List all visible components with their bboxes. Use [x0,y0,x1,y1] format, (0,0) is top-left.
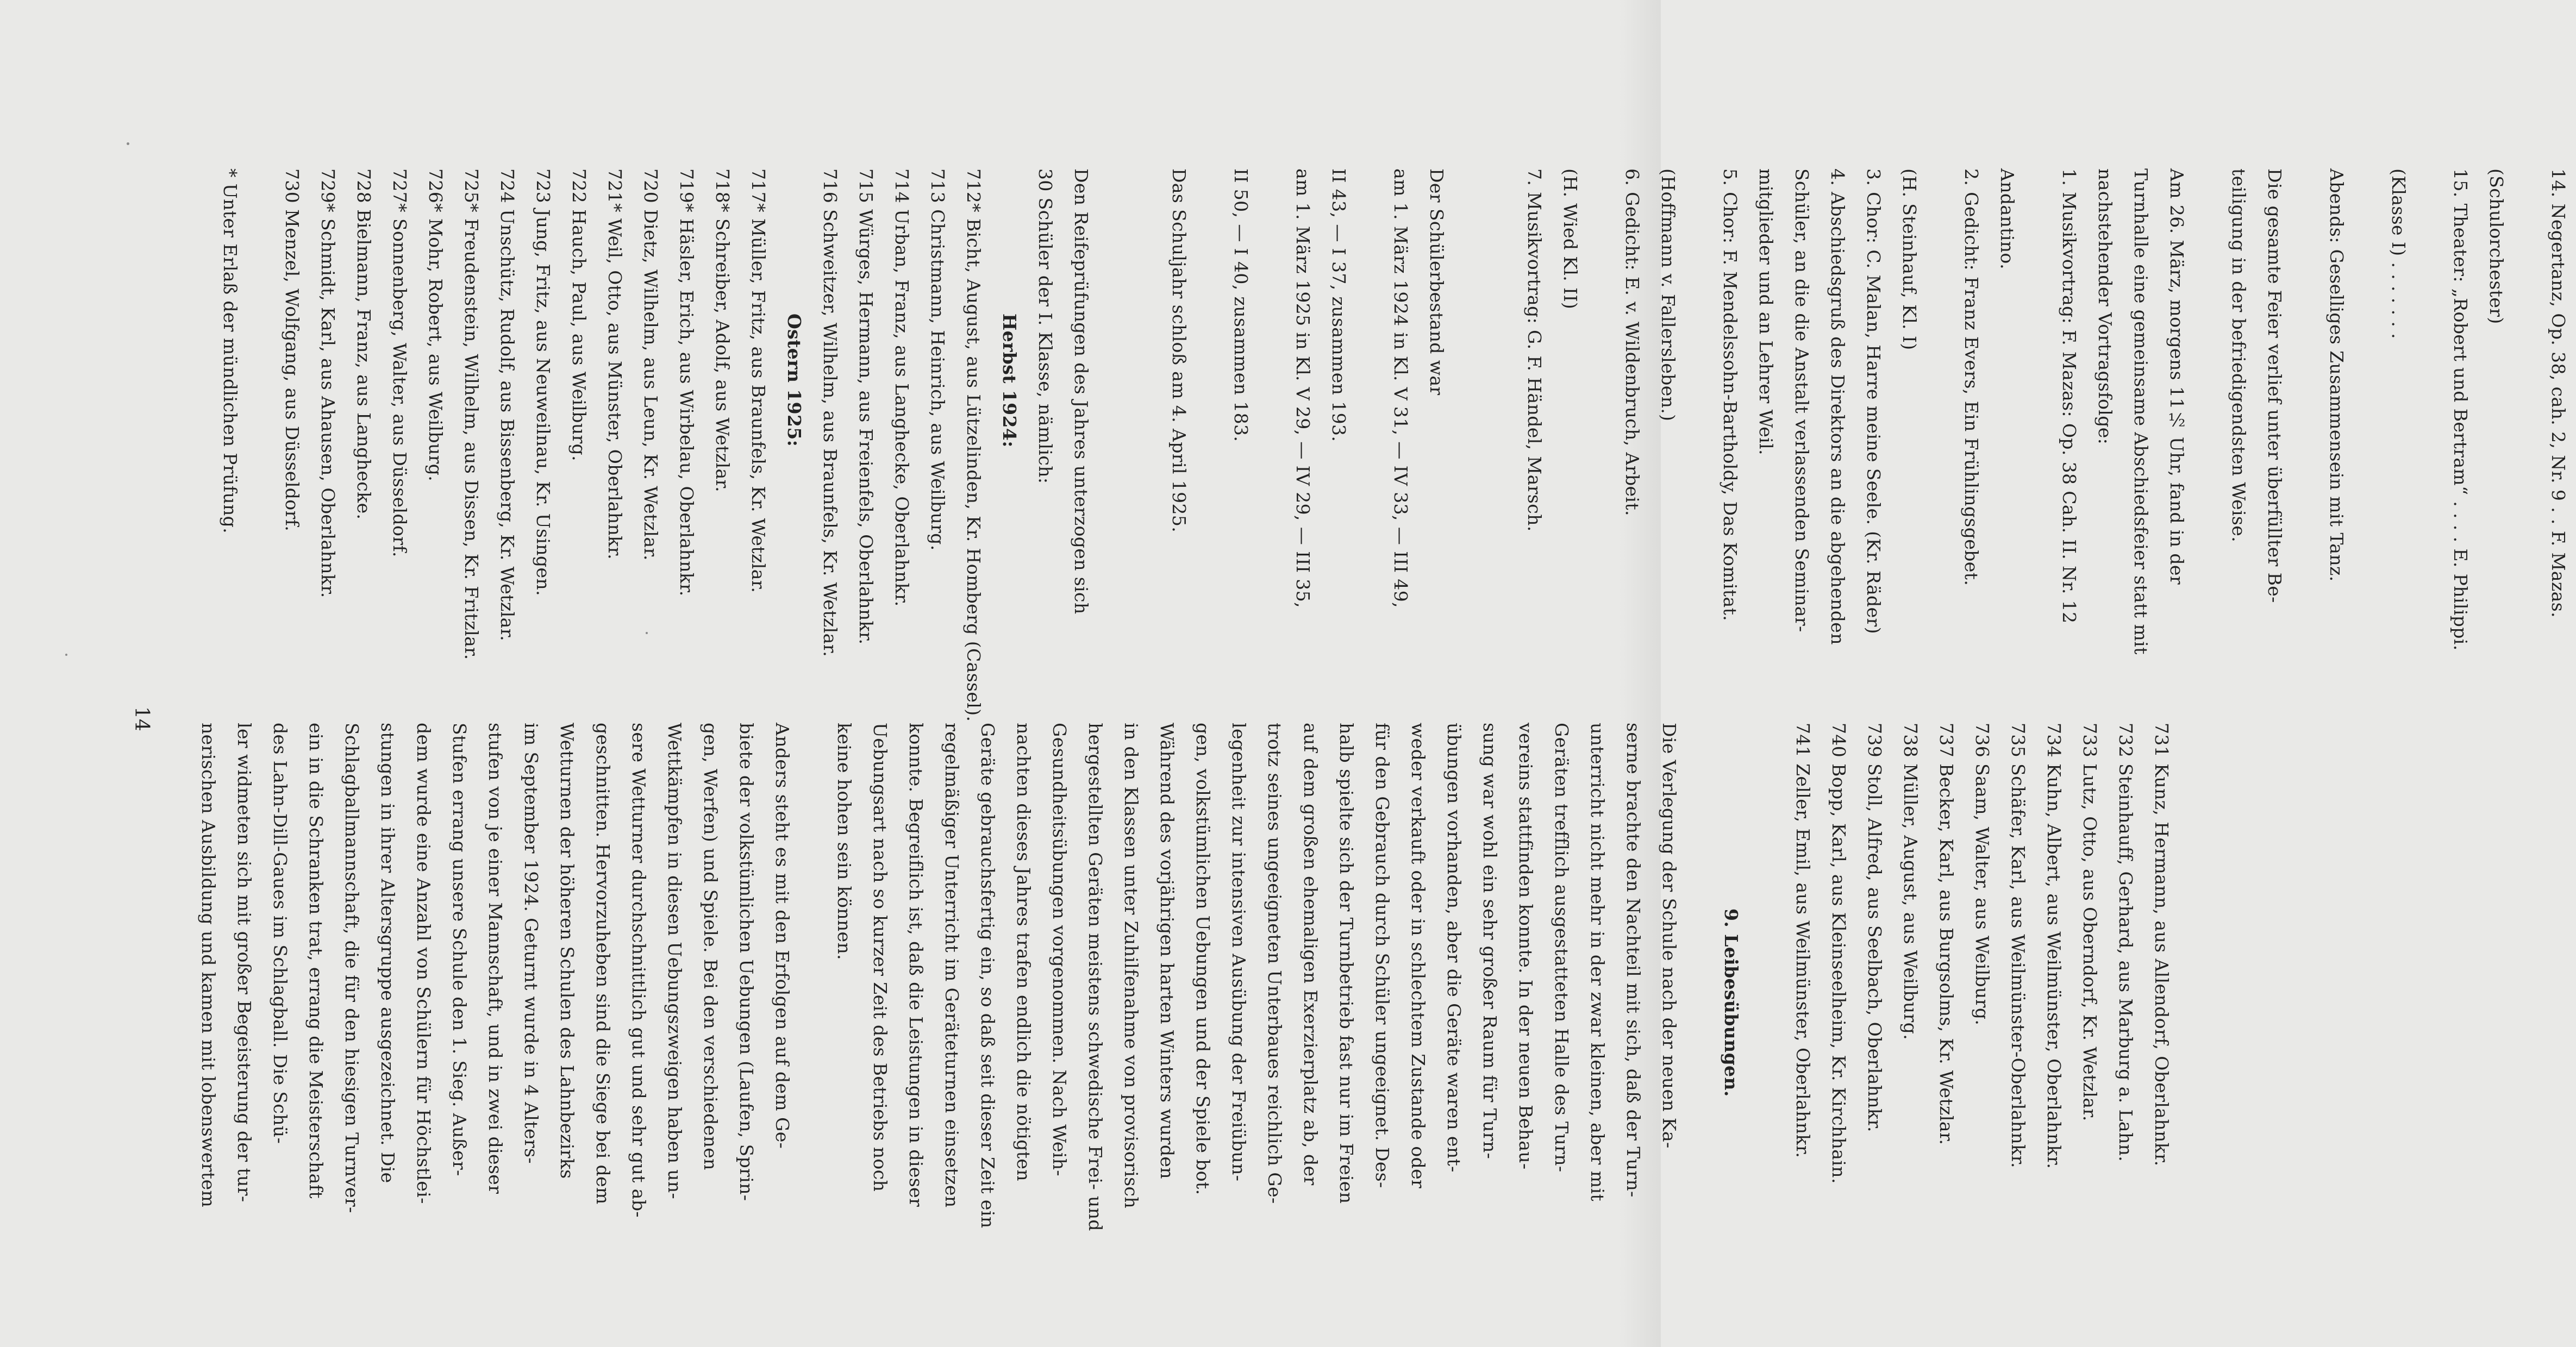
text-line: (Schulorchester) [2486,168,2507,324]
text-line: 727* Sonnenberg, Walter, aus Düsseldorf. [389,168,410,557]
text-line: 728 Bielmann, Franz, aus Langhecke. [353,168,374,520]
text-line: vereins stattfinden konnte. In der neuen Behau- [1515,723,1536,1170]
text-line: II 43, — I 37, zusammen 193. [1328,168,1349,442]
text-line: stufen von je einer Mannschaft, und in zwei dieser [485,723,506,1194]
text-line: 719* Häsler, Erich, aus Wirbelau, Oberlahnkr. [676,168,697,597]
text-line: sere Wetturner durchschnittlich gut und sehr gut ab- [628,723,649,1218]
text-line: 741 Zeller, Emil, aus Weilmünster, Oberlahnkr. [1792,723,1814,1158]
text-line: 6. Gedicht: E. v. Wildenbruch, Arbeit. [1622,168,1643,516]
text-line: trotz seines ungeeigneten Unterbaues reichlich Ge- [1264,723,1285,1204]
text-line: 713 Christmann, Heinrich, aus Weilburg. [927,168,948,551]
text-line: 720 Dietz, Wilhelm, aus Leun, Kr. Wetzlar. [640,168,661,561]
text-line: Herbst 1924: [999,313,1020,448]
text-line: am 1. März 1924 in Kl. V 31, — IV 33, — III 49, [1390,168,1411,608]
text-line: auf dem großen ehemaligen Exerzierplatz ab, der [1300,723,1321,1186]
text-line: 15. Theater: „Robert und Bertram“ . . . . E. Philippi. [2450,168,2471,651]
text-line: 30 Schüler der I. Klasse, nämlich: [1035,168,1056,484]
text-line: dem wurde eine Anzahl von Schülern für Höchstlei- [413,723,434,1204]
text-line: 712* Bicht, August, aus Lützelinden, Kr. Homberg (Cassel). [963,168,984,722]
text-line: 729* Schmidt, Karl, aus Ahausen, Oberlahnkr. [317,168,339,598]
text-line: Turnhalle eine gemeinsame Abschiedsfeier statt mit [2130,168,2152,655]
text-line: (H. Wied Kl. II) [1560,168,1581,310]
text-line: Anders steht es mit den Erfolgen auf dem Ge- [772,723,793,1149]
text-line: serne brachte den Nachteil mit sich, daß der Turn- [1623,723,1644,1198]
text-line: 738 Müller, August, aus Weilburg. [1900,723,1921,1041]
text-line: 715 Würges, Hermann, aus Freienfels, Oberlahnkr. [855,168,877,645]
text-line: Während des vorjährigen harten Winters wurden [1156,723,1178,1179]
text-line: Wettkämpfen in diesen Uebungszweigen haben un- [664,723,685,1200]
text-line [1749,723,1785,1282]
text-line: Ostern 1925: [784,314,805,447]
text-line: 2. Gedicht: Franz Evers, Ein Frühlingsgebet. [1961,168,1982,586]
text-line: 721* Weil, Otto, aus Münster, Oberlahnkr. [604,168,626,560]
text-line: 718* Schreiber, Adolf, aus Wetzlar. [712,168,733,492]
text-line: 716 Schweitzer, Wilhelm, aus Braunfels, Kr. Wetzlar. [820,168,841,657]
text-line: Stufen errang unsere Schule den 1. Sieg. Außer- [449,723,470,1176]
text-line: Die gesamte Feier verlief unter überfüllter Be- [2264,168,2285,603]
text-line: Geräte gebrauchsfertig ein, so daß seit dieser Zeit ein [977,723,998,1229]
text-line: Andantino. [1997,168,2018,270]
text-line: nachstehender Vortragsfolge: [2094,168,2116,445]
text-line: Gesundheitsübungen vorgenommen. Nach Weih- [1049,723,1070,1176]
text-line: 734 Kuhn, Albert, aus Weilmünster, Oberlahnkr. [2043,723,2065,1169]
text-line: 14. Negertanz, Op. 38, cah. 2, Nr. 9 . . F. Mazas. [2548,168,2569,618]
text-line: 731 Kunz, Hermann, aus Allendorf, Oberlahnkr. [2151,723,2172,1167]
text-line: teiligung in der befriedigendsten Weise. [2228,168,2249,543]
text-line: 739 Stoll, Alfred, aus Seelbach, Oberlahnkr. [1864,723,1885,1132]
text-line: 733 Lutz, Otto, aus Oberndorf, Kr. Wetzlar. [2079,723,2100,1122]
text-line: halb spielte sich der Turnbetrieb fast nur im Freien [1336,723,1357,1204]
text-line: 5. Chor: F. Mendelssohn-Bartholdy, Das Komitat. [1720,168,1741,622]
text-line: konnte. Begreiflich ist, daß die Leistungen in dieser [905,723,927,1207]
text-line: 724 Unschütz, Rudolf, aus Bissenberg, Kr. Wetzlar. [497,168,518,642]
text-line: des Lahn-Dill-Gaues im Schlagball. Die Schü- [270,723,291,1144]
text-line: im September 1924. Geturnt wurde in 4 Alters- [521,723,542,1164]
text-line: 726* Mohr, Robert, aus Weilburg. [425,168,446,482]
text-line: 717* Müller, Fritz, aus Braunfels, Kr. Wetzlar. [748,168,769,593]
text-line: 732 Steinhauff, Gerhard, aus Marburg a. Lahn. [2115,723,2136,1162]
text-line: am 1. März 1925 in Kl. V 29, — IV 29, — III 35, [1292,168,1314,608]
text-line: 7. Musikvortrag: G. F. Händel, Marsch. [1524,168,1545,532]
text-line: hergestellten Geräten meistens schwedische Frei- und [1085,723,1106,1231]
text-line: 4. Abschiedsgruß des Direktors an die abgehenden [1827,168,1848,645]
text-line: ein in die Schranken trat, errang die Meisterschaft [305,723,327,1199]
dust-speck [646,632,648,634]
text-line: in den Klassen unter Zuhilfenahme von provisorisch [1121,723,1142,1209]
text-line: Schüler, an die die Anstalt verlassenden Seminar- [1791,168,1812,632]
text-line: Das Schuljahr schloß am 4. April 1925. [1168,168,1190,533]
text-line: legenheit zur intensiven Ausübung der Freiübun- [1228,723,1249,1182]
text-line: keine hohen sein können. [834,723,855,961]
text-line [1125,168,1161,592]
text-line: geschnitten. Hervorzuheben sind die Siege bei dem [592,723,614,1205]
text-line: Geräten trefflich ausgestatteten Halle des Turn- [1551,723,1572,1173]
text-line: 730 Menzel, Wolfgang, aus Düsseldorf. [282,168,303,532]
text-line: 723 Jung, Fritz, aus Neuweilnau, Kr. Usingen. [533,168,554,596]
text-line: 3. Chor: C. Malan, Harre meine Seele. (Kr. Räder) [1863,168,1884,634]
text-line: * Unter Erlaß der mündlichen Prüfung. [220,168,241,534]
text-line: 9. Leibesübungen. [1721,908,1742,1097]
text-line: II 50, — I 40, zusammen 183. [1230,168,1252,442]
text-line: 737 Becker, Karl, aus Burgsolms, Kr. Wetzlar. [1936,723,1957,1145]
text-line: Am 26. März, morgens 11½ Uhr, fand in der [2166,168,2187,585]
text-line: stungen in ihrer Altersgruppe ausgezeichnet. Die [377,723,398,1183]
text-line: 714 Urban, Franz, aus Langhecke, Oberlahnkr. [891,168,912,607]
text-line: 725* Freudenstein, Wilhelm, aus Dissen, Kr. Fritzlar. [461,168,482,660]
dust-speck [65,654,67,656]
text-line: nerischen Ausbildung und kamen mit lobenswertem [198,723,219,1208]
text-line: Den Reifeprüfungen des Jahres unterzogen sich [1071,168,1092,615]
text-line: sung war wohl ein sehr großer Raum für Turn- [1479,723,1500,1160]
text-line: gen, volkstümlichen Uebungen und der Spiele bot. [1192,723,1214,1195]
text-line: nachten dieses Jahres trafen endlich die nötigten [1013,723,1034,1182]
dust-speck [127,142,129,145]
text-line: 722 Hauch, Paul, aus Weilburg. [568,168,590,462]
text-line: 1. Musikvortrag: F. Mazas: Op. 38 Cah. II. Nr. 12 [2059,168,2080,624]
text-line: gen, Werfen) und Spiele. Bei den verschiedenen [700,723,721,1170]
text-line: für den Gebrauch durch Schüler ungeeignet. Des- [1372,723,1393,1188]
text-line [1480,168,1516,592]
text-line: unterricht nicht mehr in der zwar kleinen, aber mit [1587,723,1608,1202]
text-line: biete der volkstümlichen Uebungen (Laufen, Sprin- [736,723,757,1201]
text-line: Uebungsart nach so kurzer Zeit des Betriebs noch [870,723,891,1192]
text-line: Abends: Geselliges Zusammensein mit Tanz. [2326,168,2347,582]
text-line: 740 Bopp, Karl, aus Kleinseelheim, Kr. Kirchhain. [1828,723,1849,1184]
text-line: Die Verlegung der Schule nach der neuen Ka- [1659,723,1680,1149]
text-line: 736 Saam, Walter, aus Weilburg. [1972,723,1993,1026]
text-line: regelmäßiger Unterricht im Geräteturnen einsetzen [941,723,962,1208]
text-line: (Klasse I) . . . . . . . [2388,168,2409,340]
text-line: Wetturnen der höheren Schulen des Lahnbezirks [557,723,578,1179]
text-line: (Hoffmann v. Fallersleben.) [1658,168,1679,422]
text-line: übungen vorhanden, aber die Geräte waren ent- [1443,723,1465,1173]
text-line: (H. Steinhauf, Kl. I) [1899,168,1920,350]
text-line: 735 Schäfer, Karl, aus Weilmünster-Oberlahnkr. [2008,723,2029,1168]
page-number: 14 [130,706,153,731]
text-line: Der Schülerbestand war [1426,168,1447,396]
text-line: ler widmeten sich mit großer Begeisterung der tur- [234,723,255,1202]
right-text-column [190,723,2179,1282]
text-line: weder verkauft oder in schlechtem Zustande oder [1408,723,1429,1189]
text-line: Schlagballmannschaft, die für den hiesigen Turnver- [341,723,362,1213]
left-text-column [212,168,2576,722]
text-line: mitglieder und an Lehrer Weil. [1755,168,1777,455]
